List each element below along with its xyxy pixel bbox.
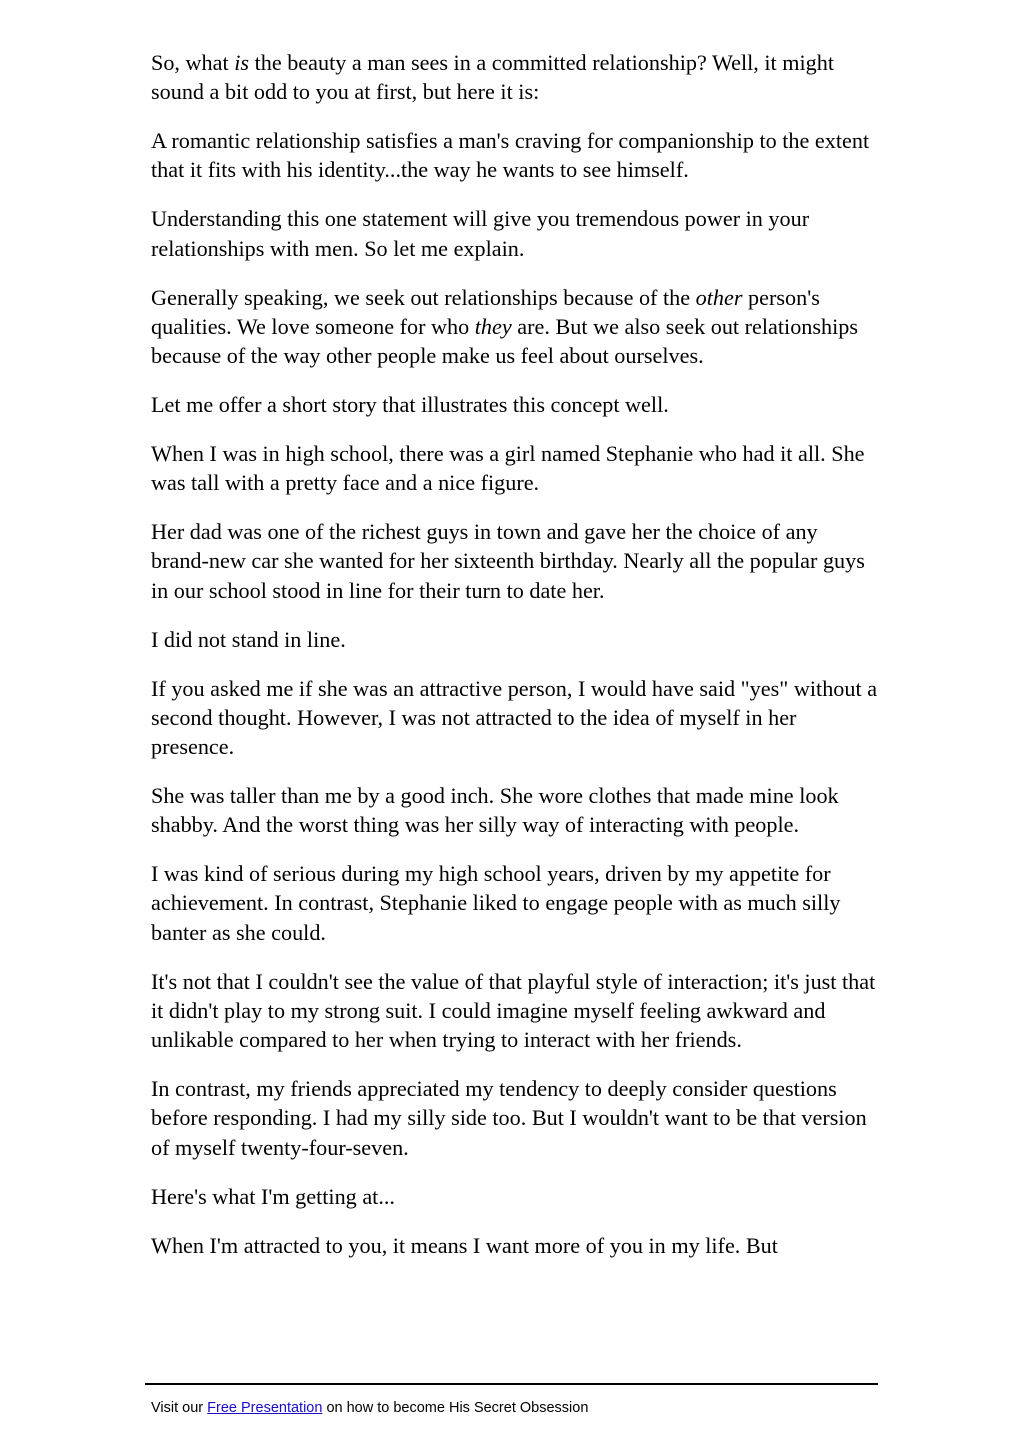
paragraph-12: It's not that I couldn't see the value of that playful style of interaction; it's just that it didn't play to my strong suit. I could imagine myself feeling awkward and unlikable compared to her when trying to interact with her friends. [151,968,876,1053]
paragraph-6: When I was in high school, there was a girl named Stephanie who had it all. She was tall with a pretty face and a nice figure. [151,440,865,496]
paragraph-1-emphasis: is [234,50,250,75]
paragraph-5: Let me offer a short story that illustrates this concept well. [151,392,669,418]
paragraph-11: I was kind of serious during my high school years, driven by my appetite for achievement. In contrast, Stephanie liked to engage people with as much silly banter as she could. [151,861,841,945]
paragraph-2: A romantic relationship satisfies a man's craving for companionship to the extent that it fits with his identity...the way he wants to see himself. [151,128,870,183]
footer-divider [145,1383,878,1385]
paragraph-8: I did not stand in line. [151,626,346,652]
paragraph-4-text-c: are. But we also seek out relationships because of the way other people make us feel about ourselves. [151,313,859,369]
footer-prefix: Visit our [151,1400,208,1416]
footer [151,1399,588,1417]
paragraph-15: When I'm attracted to you, it means I want more of you in my life. But [151,1232,778,1258]
paragraph-1-text-b: the beauty a man sees in a committed relationship? Well, it might sound a bit odd to you at first, but here it is: [151,50,835,105]
paragraph-1 [151,48,881,107]
footer-suffix: on how to become His Secret Obsession [322,1400,589,1416]
paragraph-4-text-a: Generally speaking, we seek out relationships because of the [151,284,696,310]
paragraph-4-emphasis-they: they [474,313,512,339]
paragraph-1-text-a: So, what [151,50,235,75]
page-body [151,48,881,1279]
paragraph-14: Here's what I'm getting at... [151,1183,395,1209]
paragraph-4-text-b: person's qualities. We love someone for who [151,284,820,339]
free-presentation-link[interactable]: Free Presentation [207,1400,323,1416]
paragraph-3: Understanding this one statement will give you tremendous power in your relationships with men. So let me explain. [151,206,810,261]
paragraph-10: She was taller than me by a good inch. She wore clothes that made mine look shabby. And the worst thing was her silly way of interacting with people. [151,782,839,838]
paragraph-7: Her dad was one of the richest guys in town and gave her the choice of any brand-new car she wanted for her sixteenth birthday. Nearly all the popular guys in our school stood in line for their turn to date her. [151,519,865,603]
paragraph-4-emphasis-other: other [695,284,743,310]
paragraph-13: In contrast, my friends appreciated my tendency to deeply consider questions before responding. I had my silly side too. But I wouldn't want to be that version of myself twenty-four-seven. [151,1076,867,1160]
paragraph-4 [151,283,881,371]
paragraph-9: If you asked me if she was an attractive person, I would have said "yes" without a second thought. However, I was not attracted to the idea of myself in her presence. [151,675,878,760]
